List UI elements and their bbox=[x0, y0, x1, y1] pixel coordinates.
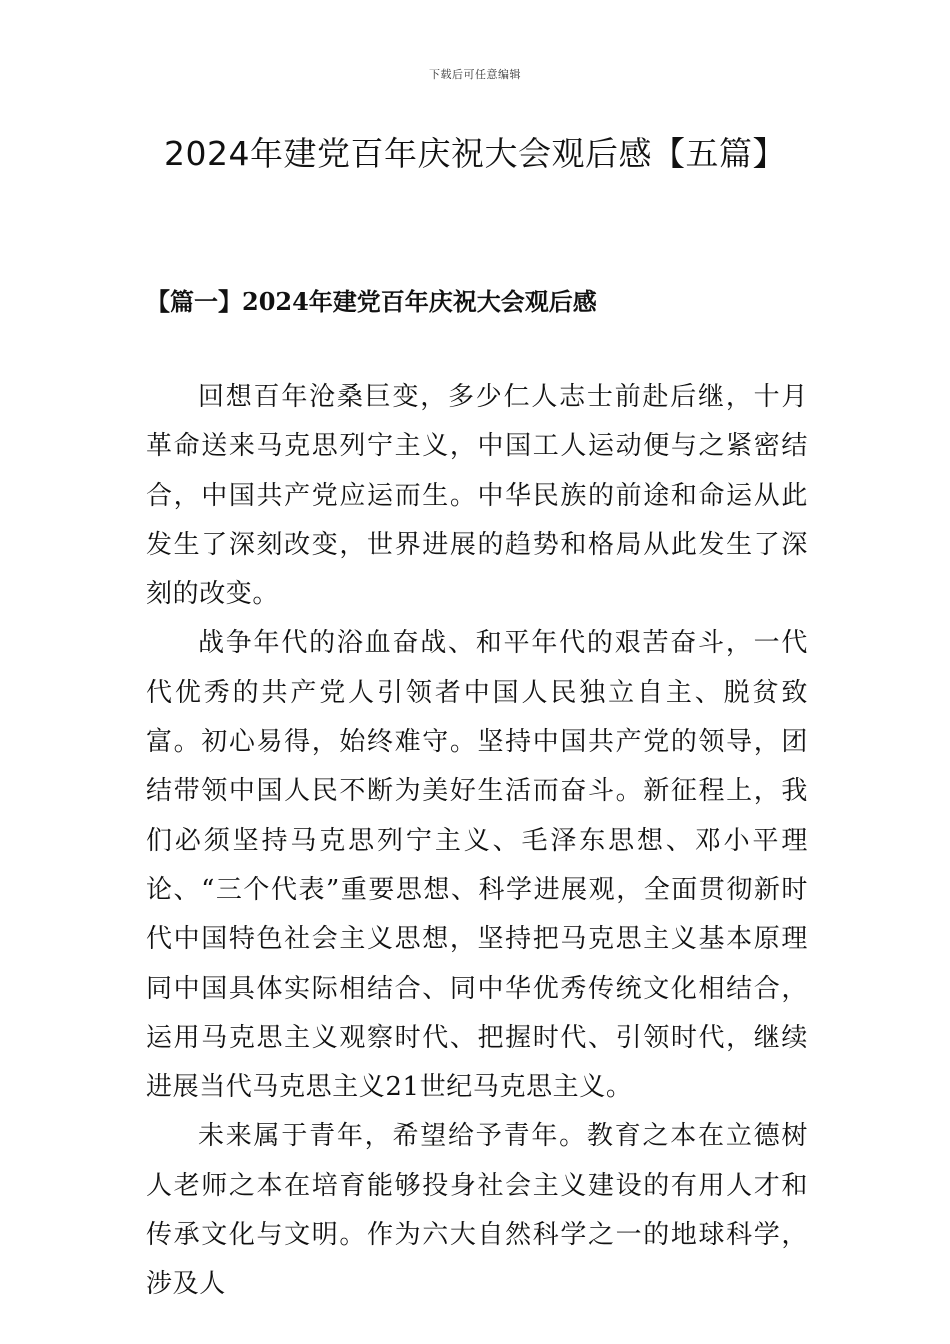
section-heading: 【篇一】2024年建党百年庆祝大会观后感 bbox=[146, 287, 597, 316]
header-note: 下载后可任意编辑 bbox=[429, 68, 521, 81]
paragraph: 战争年代的浴血奋战、和平年代的艰苦奋斗，一代代优秀的共产党人引领者中国人民独立自主、脱贫致富。初心易得，始终难守。坚持中国共产党的领导，团结带领中国人民不断为美好生活而奋斗。新征程上，我们必须坚持马克思列宁主义、毛泽东思想、邓小平理论、“三个代表”重要思想、科学进展观，全面贯彻新时代中国特色社会主义思想，坚持把马克思主义基本原理同中国具体实际相结合、同中华优秀传统文化相结合，运用马克思主义观察时代、把握时代、引领时代，继续进展当代马克思主义21世纪马克思主义。 bbox=[146, 628, 808, 1103]
document-title: 2024年建党百年庆祝大会观后感【五篇】 bbox=[164, 134, 786, 173]
body-text bbox=[146, 373, 808, 1310]
paragraph: 未来属于青年，希望给予青年。教育之本在立德树人老师之本在培育能够投身社会主义建设的有用人才和传承文化与文明。作为六大自然科学之一的地球科学，涉及人 bbox=[146, 1121, 808, 1300]
paragraph: 回想百年沧桑巨变，多少仁人志士前赴后继，十月革命送来马克思列宁主义，中国工人运动便与之紧密结合，中国共产党应运而生。中华民族的前途和命运从此发生了深刻改变，世界进展的趋势和格局从此发生了深刻的改变。 bbox=[146, 382, 808, 610]
